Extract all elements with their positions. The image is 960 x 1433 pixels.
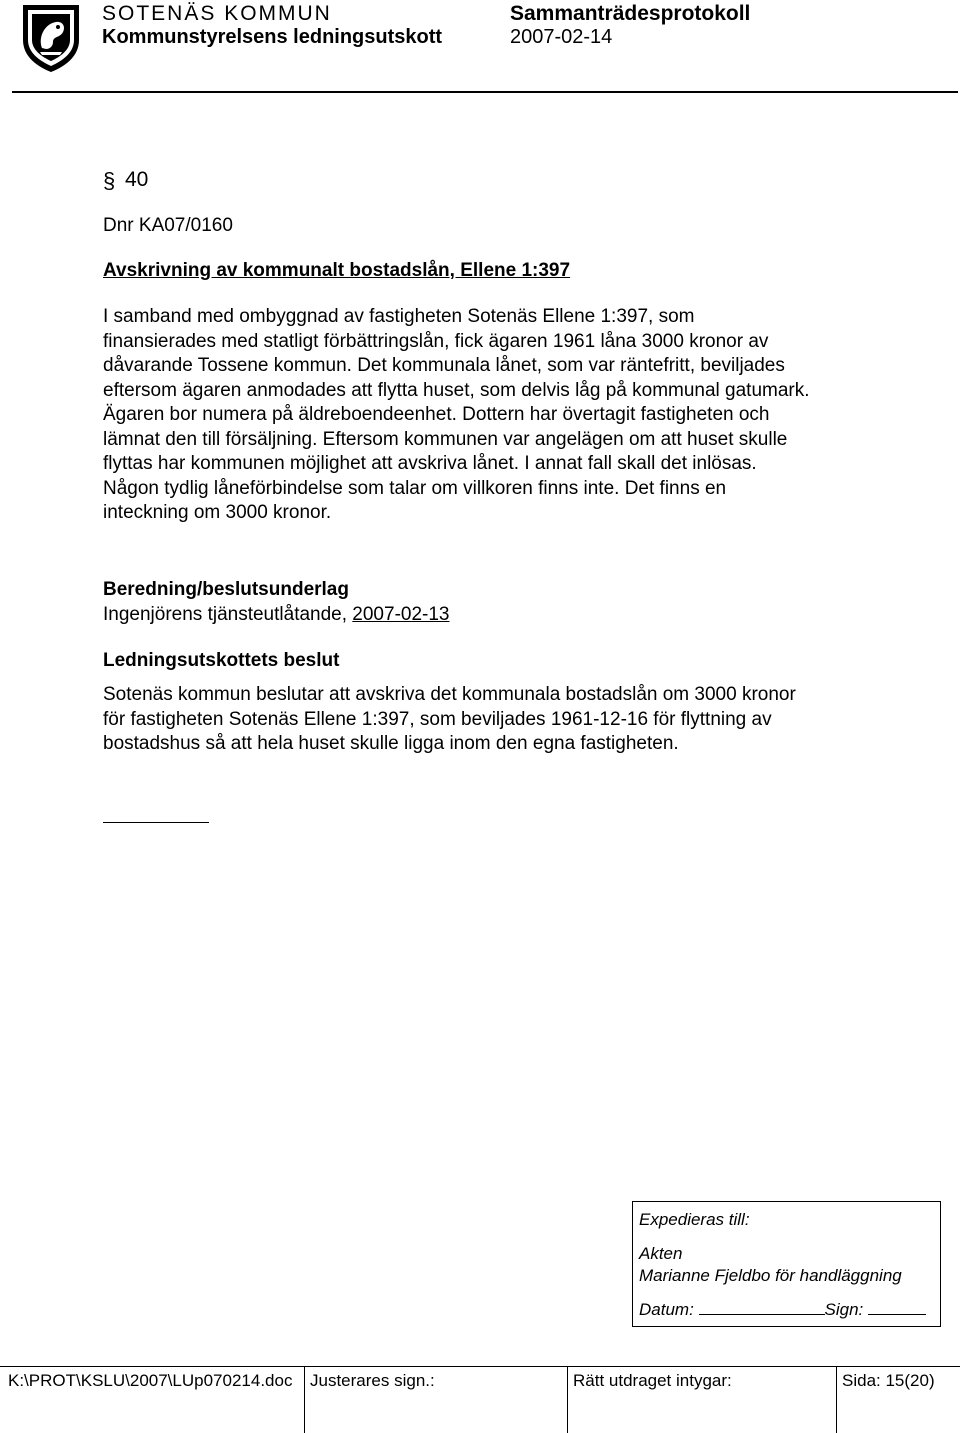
date-label: Datum:	[639, 1300, 694, 1319]
header-divider	[12, 91, 958, 93]
distribution-heading: Expedieras till:	[639, 1210, 750, 1229]
case-number: Dnr KA07/0160	[103, 215, 233, 236]
document-type: Sammanträdesprotokoll	[510, 2, 751, 25]
paragraph-number: 40	[125, 168, 149, 191]
footer-separator	[567, 1366, 568, 1433]
certify-label: Rätt utdraget intygar:	[573, 1371, 732, 1390]
file-path: K:\PROT\KSLU\2007\LUp070214.doc	[8, 1371, 293, 1390]
section-title: Avskrivning av kommunalt bostadslån, Ellene 1:397	[103, 260, 571, 281]
decision-text: Sotenäs kommun beslutar att avskriva det kommunala bostadslån om 3000 kronor för fastigheten Sotenäs Ellene 1:397, som beviljades 1961-12-16 för flyttning av bostadshus så att hela huset skulle ligga inom den egna fastigheten.	[103, 684, 796, 754]
footer-divider	[0, 1366, 960, 1367]
adjuster-sign-label: Justerares sign.:	[310, 1371, 435, 1390]
distribution-box	[632, 1201, 941, 1327]
organization-name: SOTENÄS KOMMUN	[102, 2, 332, 25]
paragraph-sign: §	[103, 168, 116, 193]
sign-blank	[868, 1300, 926, 1315]
preparation-text: Ingenjörens tjänsteutlåtande,	[103, 604, 353, 625]
section-end-rule	[103, 822, 209, 823]
meeting-date: 2007-02-14	[510, 26, 613, 48]
footer-separator	[836, 1366, 837, 1433]
sign-label: Sign:	[824, 1300, 864, 1319]
distribution-recipient: Marianne Fjeldbo för handläggning	[639, 1266, 902, 1285]
section-body: I samband med ombyggnad av fastigheten Sotenäs Ellene 1:397, som finansierades med statligt förbättringslån, fick ägaren 1961 låna 3000 kronor av dåvarande Tossene kommun. Det kommunala lånet, som var räntefritt, beviljades eftersom ägaren anmodades att flytta huset, som delvis låg på kommunal gatumark. Ägaren bor numera på äldreboendeenhet. Dottern har övertagit fastigheten och lämnat den till försäljning. Eftersom kommunen var angelägen om att huset skulle flyttas har kommunen möjlighet att avskriva lånet. I annat fall skall det inlösas. Någon tydlig låneförbindelse som talar om villkoren finns inte. Det finns en inteckning om 3000 kronor.	[103, 306, 810, 523]
date-sign-row	[639, 1300, 926, 1320]
preparation-reference	[103, 603, 450, 628]
preparation-date: 2007-02-13	[352, 604, 450, 625]
preparation-heading: Beredning/beslutsunderlag	[103, 579, 349, 600]
date-blank	[699, 1300, 825, 1315]
municipal-coat-of-arms-icon	[20, 2, 82, 74]
committee-name: Kommunstyrelsens ledningsutskott	[102, 26, 443, 48]
distribution-recipient: Akten	[639, 1244, 683, 1263]
page-number: Sida: 15(20)	[842, 1371, 935, 1390]
footer-separator	[304, 1366, 305, 1433]
decision-heading: Ledningsutskottets beslut	[103, 650, 340, 671]
